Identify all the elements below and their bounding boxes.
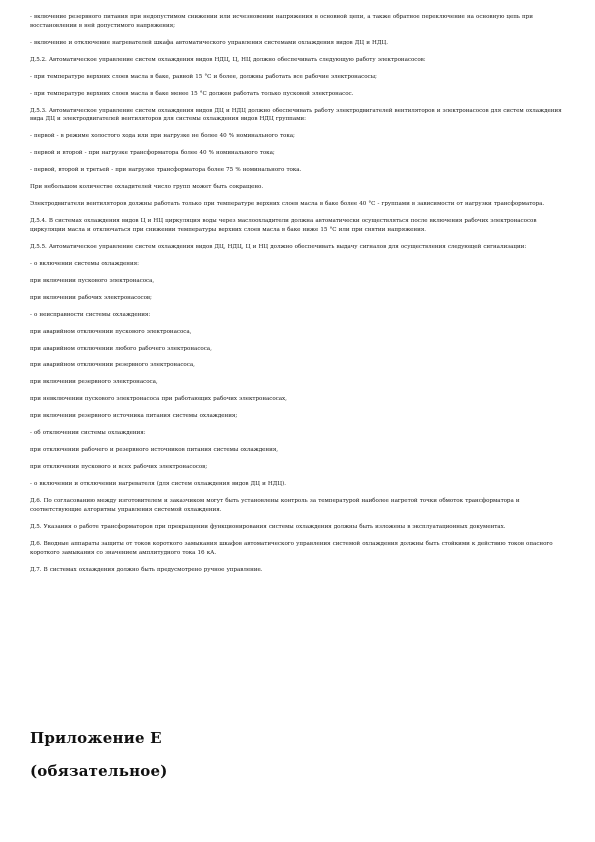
paragraph: Д.6. Вводные аппараты защиты от токов короткого замыкания шкафов автоматического управления системой охлаждения должны быть стойкими к действию токов опасного короткого замыкания со значением амплитудного тока 16 кА. xyxy=(30,540,553,556)
list-item: при аварийном отключении любого рабочего электронасоса, xyxy=(30,345,212,352)
list-item: - о включении системы охлаждения: xyxy=(30,260,139,267)
paragraph: Д.5.2. Автоматическое управление систем охлаждения видов НДЦ, Ц, НЦ должно обеспечивать следующую работу электронасосов: xyxy=(30,56,426,63)
paragraph: При небольшом количестве охладителей число групп может быть сокращено. xyxy=(30,184,264,191)
paragraph: Д.5.5. Автоматическое управление систем охлаждения видов ДЦ, НДЦ, Ц и НЦ должно обеспечивать выдачу сигналов для осуществления следующей сигнализации: xyxy=(30,243,527,250)
paragraph: Электродвигатели вентиляторов должны работать только при температуре верхних слоев масла в баке более 40 °С - группами в зависимости от нагрузки трансформатора. xyxy=(30,201,545,208)
list-item: при аварийном отключении пускового электронасоса, xyxy=(30,328,192,335)
list-item: при аварийном отключении резервного электронасоса, xyxy=(30,362,195,369)
list-item: при включении рабочих электронасосов; xyxy=(30,294,152,301)
appendix-title: Приложение Е xyxy=(30,729,162,747)
list-item: при включении пускового электронасоса, xyxy=(30,277,155,284)
paragraph: - включение резервного питания при недопустимом снижении или исчезновении напряжения в основной цепи, а также обратное переключение на основную цепь при восстановлении в ней допустимого напряжения; xyxy=(30,14,533,29)
paragraph: Д.5.4. В системах охлаждения видов Ц и НЦ циркуляция воды через маслоохладители должна автоматически осуществляться после включения рабочих электронасосов циркуляции масла и отключаться при снижении температуры верхних слоев масла в баке ниже 15 °С или при снятии напряжения. xyxy=(30,218,537,233)
list-item: при отключении пускового и всех рабочих электронасосов; xyxy=(30,464,208,471)
paragraph: Д.7. В системах охлаждения должно быть предусмотрено ручное управление. xyxy=(30,566,263,573)
paragraph: - первой, второй и третьей - при нагрузке трансформатора более 75 % номинального тока. xyxy=(30,167,302,174)
list-item: - о включении и отключении нагревателя (для систем охлаждения видов ДЦ и НДЦ). xyxy=(30,481,286,488)
list-item: - об отключении системы охлаждения: xyxy=(30,430,146,437)
paragraph: Д.5. Указания о работе трансформаторов при прекращении функционирования системы охлаждения должны быть изложены в эксплуатационных документах. xyxy=(30,523,506,530)
list-item: при включении резервного электронасоса, xyxy=(30,379,158,386)
paragraph: - включение и отключение нагревателей шкафа автоматического управления системами охлаждения видов ДЦ и НДЦ. xyxy=(30,39,388,46)
paragraph: - первой - в режиме холостого хода или при нагрузке не более 40 % номинального тока; xyxy=(30,133,295,140)
list-item: - о неисправности системы охлаждения: xyxy=(30,311,151,318)
appendix-subtitle: (обязательное) xyxy=(30,762,168,780)
paragraph: Д.5.3. Автоматическое управление систем охлаждения видов ДЦ и НДЦ должно обеспечивать работу электродвигателей вентиляторов и электронасосов для систем охлаждения вида ДЦ и электродвигателей вентиляторов для системы охлаждения видов НДЦ группами: xyxy=(30,107,562,123)
list-item: при отключении рабочего и резервного источников питания системы охлаждения, xyxy=(30,447,278,454)
list-item: при включении резервного источника питания системы охлаждения; xyxy=(30,413,238,420)
paragraph: - при температуре верхних слоев масла в баке менее 15 °С должен работать только пусковой электронасос. xyxy=(30,90,354,97)
list-item: при невключении пускового электронасоса при работающих рабочих электронасосах, xyxy=(30,396,287,403)
paragraph: - первой и второй - при нагрузке трансформатора более 40 % номинального тока; xyxy=(30,150,275,157)
paragraph: Д.6. По согласованию между изготовителем и заказчиком могут быть установлены контроль за температурой наиболее нагретой точки обмоток трансформатора и соответствующие алгоритмы управления системой охлаждения. xyxy=(30,498,520,513)
paragraph: - при температуре верхних слоев масла в баке, равной 15 °С и более, должны работать все рабочие электронасосы; xyxy=(30,73,377,80)
